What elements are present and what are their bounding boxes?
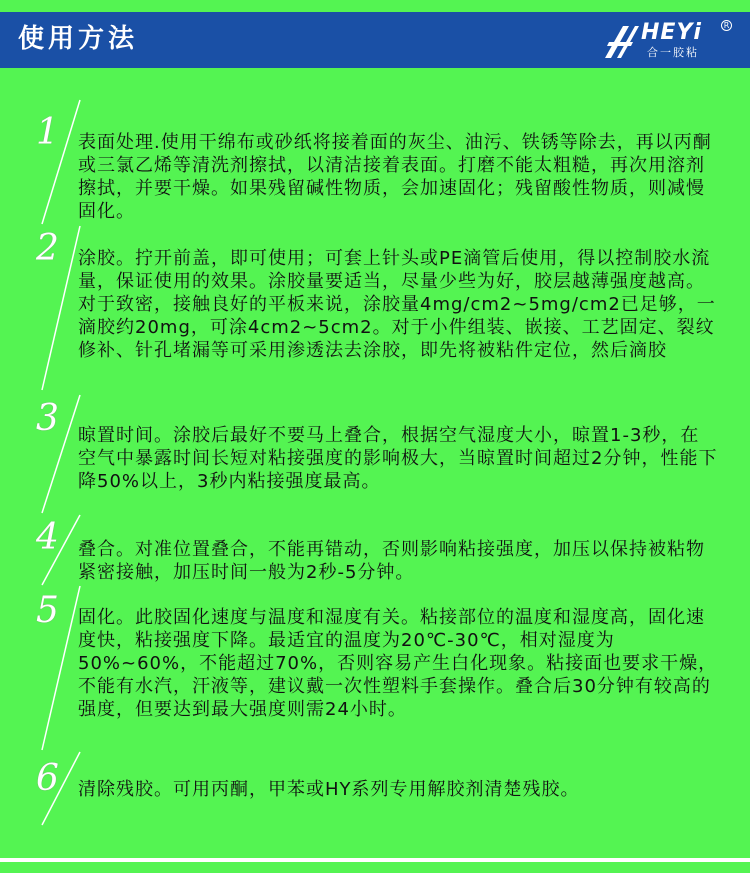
step-text: 晾置时间。涂胶后最好不要马上叠合，根据空气湿度大小，晾置1-3秒，在空气中暴露时间长短对粘接强度的影响极大，当晾置时间超过2分钟，性能下降50%以上，3秒内粘接强度最高。 — [78, 425, 718, 492]
step-number: 6 — [36, 758, 59, 799]
step-number: 5 — [36, 590, 59, 631]
logo-text: HEYi — [641, 20, 702, 45]
step-text: 固化。此胶固化速度与温度和湿度有关。粘接部位的温度和湿度高，固化速度快，粘接强度下降。最适宜的温度为20℃-30℃，相对湿度为50%~60%，不能超过70%，否则容易产生白化现象。粘接面也要求干燥，不能有水汽，汗液等，建议戴一次性塑料手套操作。叠合后30分钟有较高的强度，但要达到最大强度则需24小时。 — [78, 607, 718, 720]
logo-chinese-text: 合一胶粘 — [647, 46, 699, 59]
step-number: 4 — [36, 517, 59, 558]
step-text: 涂胶。拧开前盖，即可使用；可套上针头或PE滴管后使用，得以控制胶水流量，保证使用的效果。涂胶量要适当，尽量少些为好，胶层越薄强度越高。对于致密，接触良好的平板来说，涂胶量4mg/cm2~5mg/cm2已足够，一滴胶约20mg，可涂4cm2~5cm2。对于小件组装、嵌接、工艺固定、裂纹修补、针孔堵漏等可采用渗透法去涂胶，即先将被粘件定位，然后滴胶 — [78, 248, 716, 361]
step-text: 清除残胶。可用丙酮，甲苯或HY系列专用解胶剂清楚残胶。 — [78, 779, 580, 800]
step-text: 表面处理.使用干绵布或砂纸将接着面的灰尘、油污、铁锈等除去，再以丙酮或三氯乙烯等清洗剂擦拭，以清洁接着表面。打磨不能太粗糙，再次用溶剂擦拭，并要干燥。如果残留碱性物质，会加速固化；残留酸性物质，则减慢固化。 — [78, 132, 712, 222]
step-text: 叠合。对准位置叠合，不能再错动，否则影响粘接强度，加压以保持被粘物紧密接触，加压时间一般为2秒-5分钟。 — [78, 539, 705, 583]
step-number: 1 — [36, 112, 59, 153]
registered-mark: R — [721, 20, 732, 31]
step-number: 2 — [36, 228, 59, 269]
step-number: 3 — [36, 398, 59, 439]
bottom-divider — [0, 858, 750, 862]
page-title: 使用方法 — [18, 24, 139, 54]
